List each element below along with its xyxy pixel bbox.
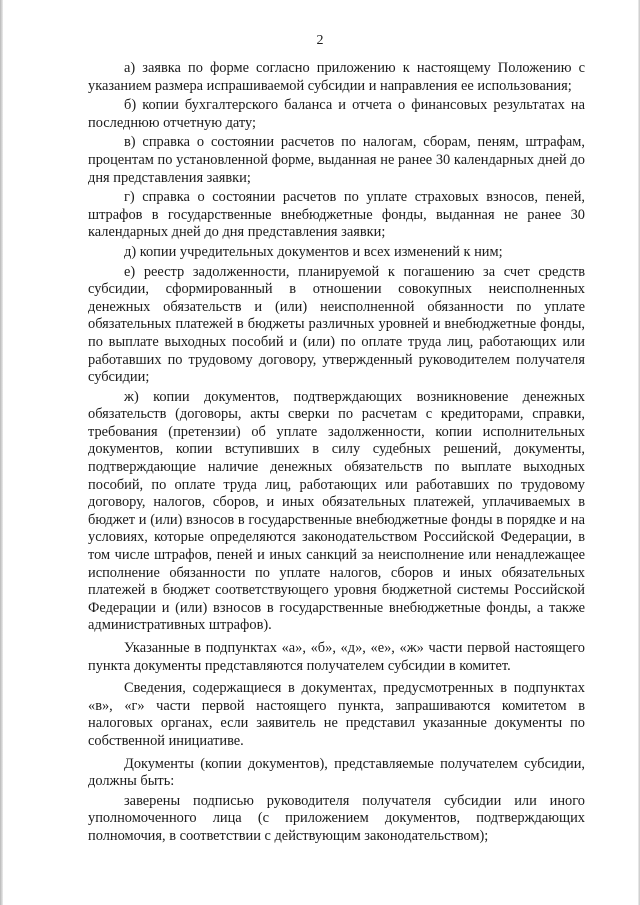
paragraph-item-a: а) заявка по форме согласно приложению к настоящему Положению с указанием размера испрашиваемой субсидии и направления ее использования; bbox=[88, 60, 585, 94]
paragraph-information-request: Сведения, содержащиеся в документах, предусмотренных в подпунктах «в», «г» части первой настоящего пункта, запрашиваются комитетом в налоговых органах, если заявитель не представил указанные документы по собственной инициативе. bbox=[88, 680, 585, 749]
paragraph-item-zh: ж) копии документов, подтверждающих возникновение денежных обязательств (договоры, акты сверки по расчетам с кредиторами, справки, требования (претензии) об уплате задолженности, копии исполнительных документов, копии вступивших в силу судебных решений, документы, подтверждающие наличие денежных обязательств по выплате выходных пособий, по оплате труда лиц, работающих или работавших по трудовому договору, налогов, сборов, и иных обязательных платежей, уплачиваемых в бюджет и (или) взносов в государственные внебюджетные фонды в порядке и на условиях, которые определяются законодательством Российской Федерации, в том числе штрафов, пеней и иных санкций за неисполнение или ненадлежащее исполнение обязанности по уплате налогов, сборов и иных обязательных платежей в бюджет соответствующего уровня бюджетной системы Российской Федерации и (или) взносов в государственные внебюджетные фонды, а также административных штрафов). bbox=[88, 388, 585, 634]
paragraph-item-d: д) копии учредительных документов и всех изменений к ним; bbox=[124, 243, 503, 260]
document-body bbox=[88, 60, 585, 848]
paragraph-submission-note: Указанные в подпунктах «а», «б», «д», «е», «ж» части первой настоящего пункта документы представляются получателем субсидии в комитет. bbox=[88, 640, 585, 674]
page-number: 2 bbox=[316, 33, 324, 48]
paragraph-certification: заверены подписью руководителя получателя субсидии или иного уполномоченного лица (с приложением документов, подтверждающих полномочия, в соответствии с действующим законодательством); bbox=[88, 792, 585, 844]
paragraph-item-e: е) реестр задолженности, планируемой к погашению за счет средств субсидии, сформированный в отношении совокупных неисполненных денежных обязательств и (или) неисполненной обязанности по уплате обязательных платежей в бюджеты различных уровней и внебюджетные фонды, по выплате выходных пособий и (или) по оплате труда лиц, работающих или работавших по трудовому договору, утвержденный руководителем получателя субсидии; bbox=[88, 263, 585, 386]
paragraph-item-b: б) копии бухгалтерского баланса и отчета о финансовых результатах на последнюю отчетную дату; bbox=[88, 97, 585, 131]
scan-edge-left bbox=[0, 0, 3, 905]
paragraph-item-v: в) справка о состоянии расчетов по налогам, сборам, пеням, штрафам, процентам по установленной форме, выданная не ранее 30 календарных дней до дня представления заявки; bbox=[88, 134, 585, 186]
paragraph-document-requirements: Документы (копии документов), представляемые получателем субсидии, должны быть: bbox=[88, 755, 585, 790]
paragraph-item-g: г) справка о состоянии расчетов по уплате страховых взносов, пеней, штрафов в государственные внебюджетные фонды, выданная не ранее 30 календарных дней до дня представления заявки; bbox=[88, 189, 585, 241]
